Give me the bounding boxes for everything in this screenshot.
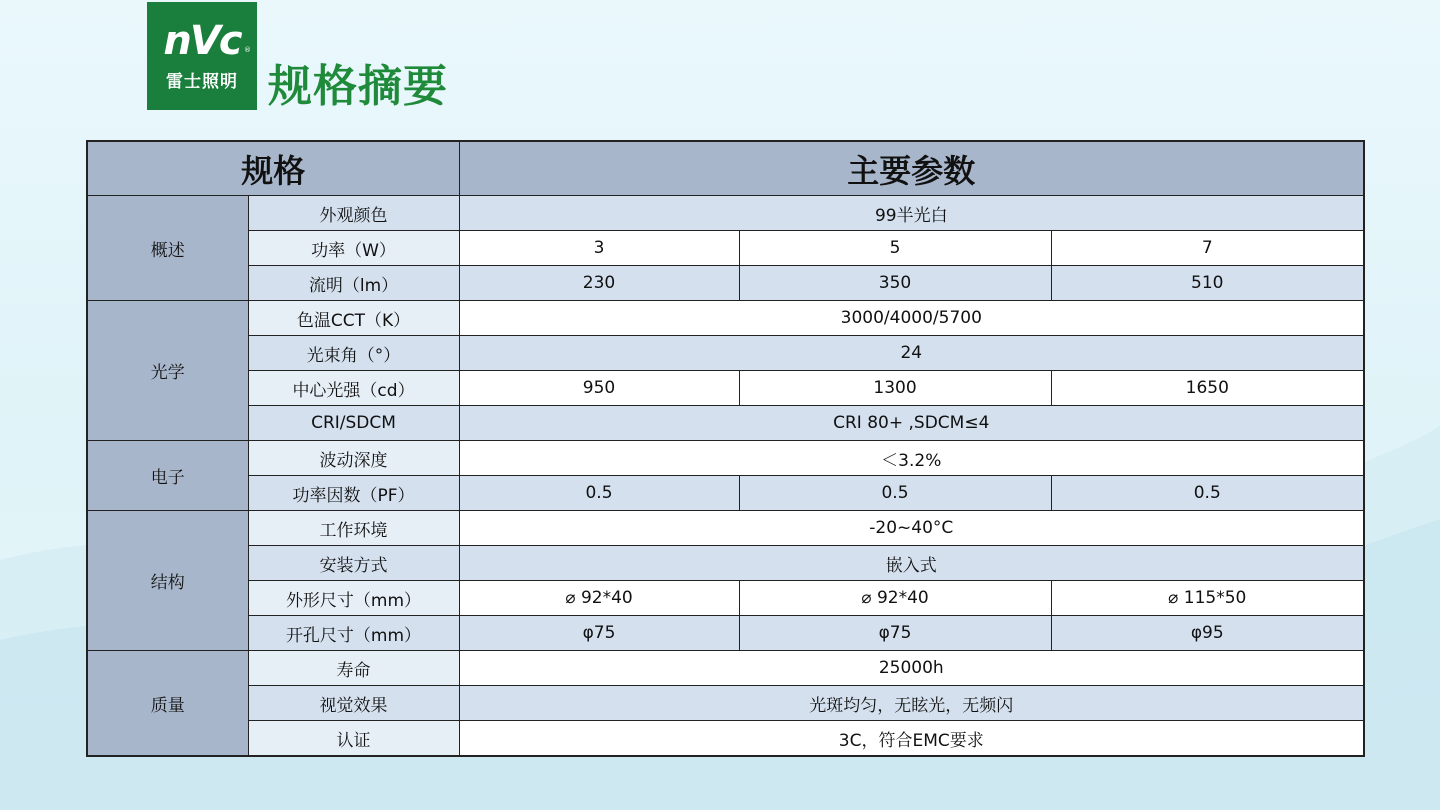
table-row: [87, 301, 1364, 336]
table-row: [87, 546, 1364, 581]
param-value: 510: [1051, 266, 1364, 301]
table-row: [87, 336, 1364, 371]
param-value: φ95: [1051, 616, 1364, 651]
param-label: 寿命: [248, 651, 459, 686]
param-value: 3000/4000/5700: [459, 301, 1364, 336]
param-value: ⌀ 92*40: [739, 581, 1051, 616]
brand-logo: [147, 2, 257, 110]
param-value: 3C，符合EMC要求: [459, 721, 1364, 757]
param-value: 7: [1051, 231, 1364, 266]
param-value: 24: [459, 336, 1364, 371]
header-spec: 规格: [87, 141, 459, 196]
param-value: 1300: [739, 371, 1051, 406]
param-value: 3: [459, 231, 739, 266]
param-value: ⌀ 115*50: [1051, 581, 1364, 616]
param-label: 外形尺寸（mm）: [248, 581, 459, 616]
param-value: 99半光白: [459, 196, 1364, 231]
table-header-row: [87, 141, 1364, 196]
table-row: [87, 476, 1364, 511]
table-row: [87, 686, 1364, 721]
param-label: 开孔尺寸（mm）: [248, 616, 459, 651]
param-value: 0.5: [459, 476, 739, 511]
param-value: -20~40°C: [459, 511, 1364, 546]
header-params: 主要参数: [459, 141, 1364, 196]
param-label: 认证: [248, 721, 459, 757]
group-label: 光学: [87, 301, 248, 441]
group-label: 概述: [87, 196, 248, 301]
param-label: 光束角（°）: [248, 336, 459, 371]
param-value: ＜3.2%: [459, 441, 1364, 476]
param-label: 工作环境: [248, 511, 459, 546]
table-row: [87, 511, 1364, 546]
table-row: [87, 371, 1364, 406]
param-label: 流明（lm）: [248, 266, 459, 301]
param-value: 嵌入式: [459, 546, 1364, 581]
group-label: 结构: [87, 511, 248, 651]
param-label: 功率因数（PF）: [248, 476, 459, 511]
logo-registered-mark: ®: [244, 46, 251, 54]
table-row: [87, 651, 1364, 686]
table-row: [87, 441, 1364, 476]
param-value: 光斑均匀，无眩光，无频闪: [459, 686, 1364, 721]
param-value: φ75: [459, 616, 739, 651]
param-value: φ75: [739, 616, 1051, 651]
param-label: 波动深度: [248, 441, 459, 476]
page-title: 规格摘要: [268, 61, 448, 112]
param-value: 350: [739, 266, 1051, 301]
param-value: 230: [459, 266, 739, 301]
table-row: [87, 581, 1364, 616]
param-label: 中心光强（cd）: [248, 371, 459, 406]
group-label: 电子: [87, 441, 248, 511]
table-row: [87, 231, 1364, 266]
param-value: 0.5: [739, 476, 1051, 511]
param-label: 安装方式: [248, 546, 459, 581]
param-label: 功率（W）: [248, 231, 459, 266]
spec-table: [86, 140, 1365, 757]
table-row: [87, 266, 1364, 301]
param-value: 950: [459, 371, 739, 406]
table-row: [87, 721, 1364, 757]
param-label: 色温CCT（K）: [248, 301, 459, 336]
param-value: 0.5: [1051, 476, 1364, 511]
table-row: [87, 616, 1364, 651]
param-value: CRI 80+ ,SDCM≤4: [459, 406, 1364, 441]
param-label: 视觉效果: [248, 686, 459, 721]
param-value: 5: [739, 231, 1051, 266]
table-row: [87, 406, 1364, 441]
param-value: 25000h: [459, 651, 1364, 686]
param-value: 1650: [1051, 371, 1364, 406]
group-label: 质量: [87, 651, 248, 757]
param-label: CRI/SDCM: [248, 406, 459, 441]
logo-mark: nVc: [163, 17, 241, 64]
param-value: ⌀ 92*40: [459, 581, 739, 616]
logo-text: 雷士照明: [166, 71, 238, 92]
table-row: [87, 196, 1364, 231]
param-label: 外观颜色: [248, 196, 459, 231]
